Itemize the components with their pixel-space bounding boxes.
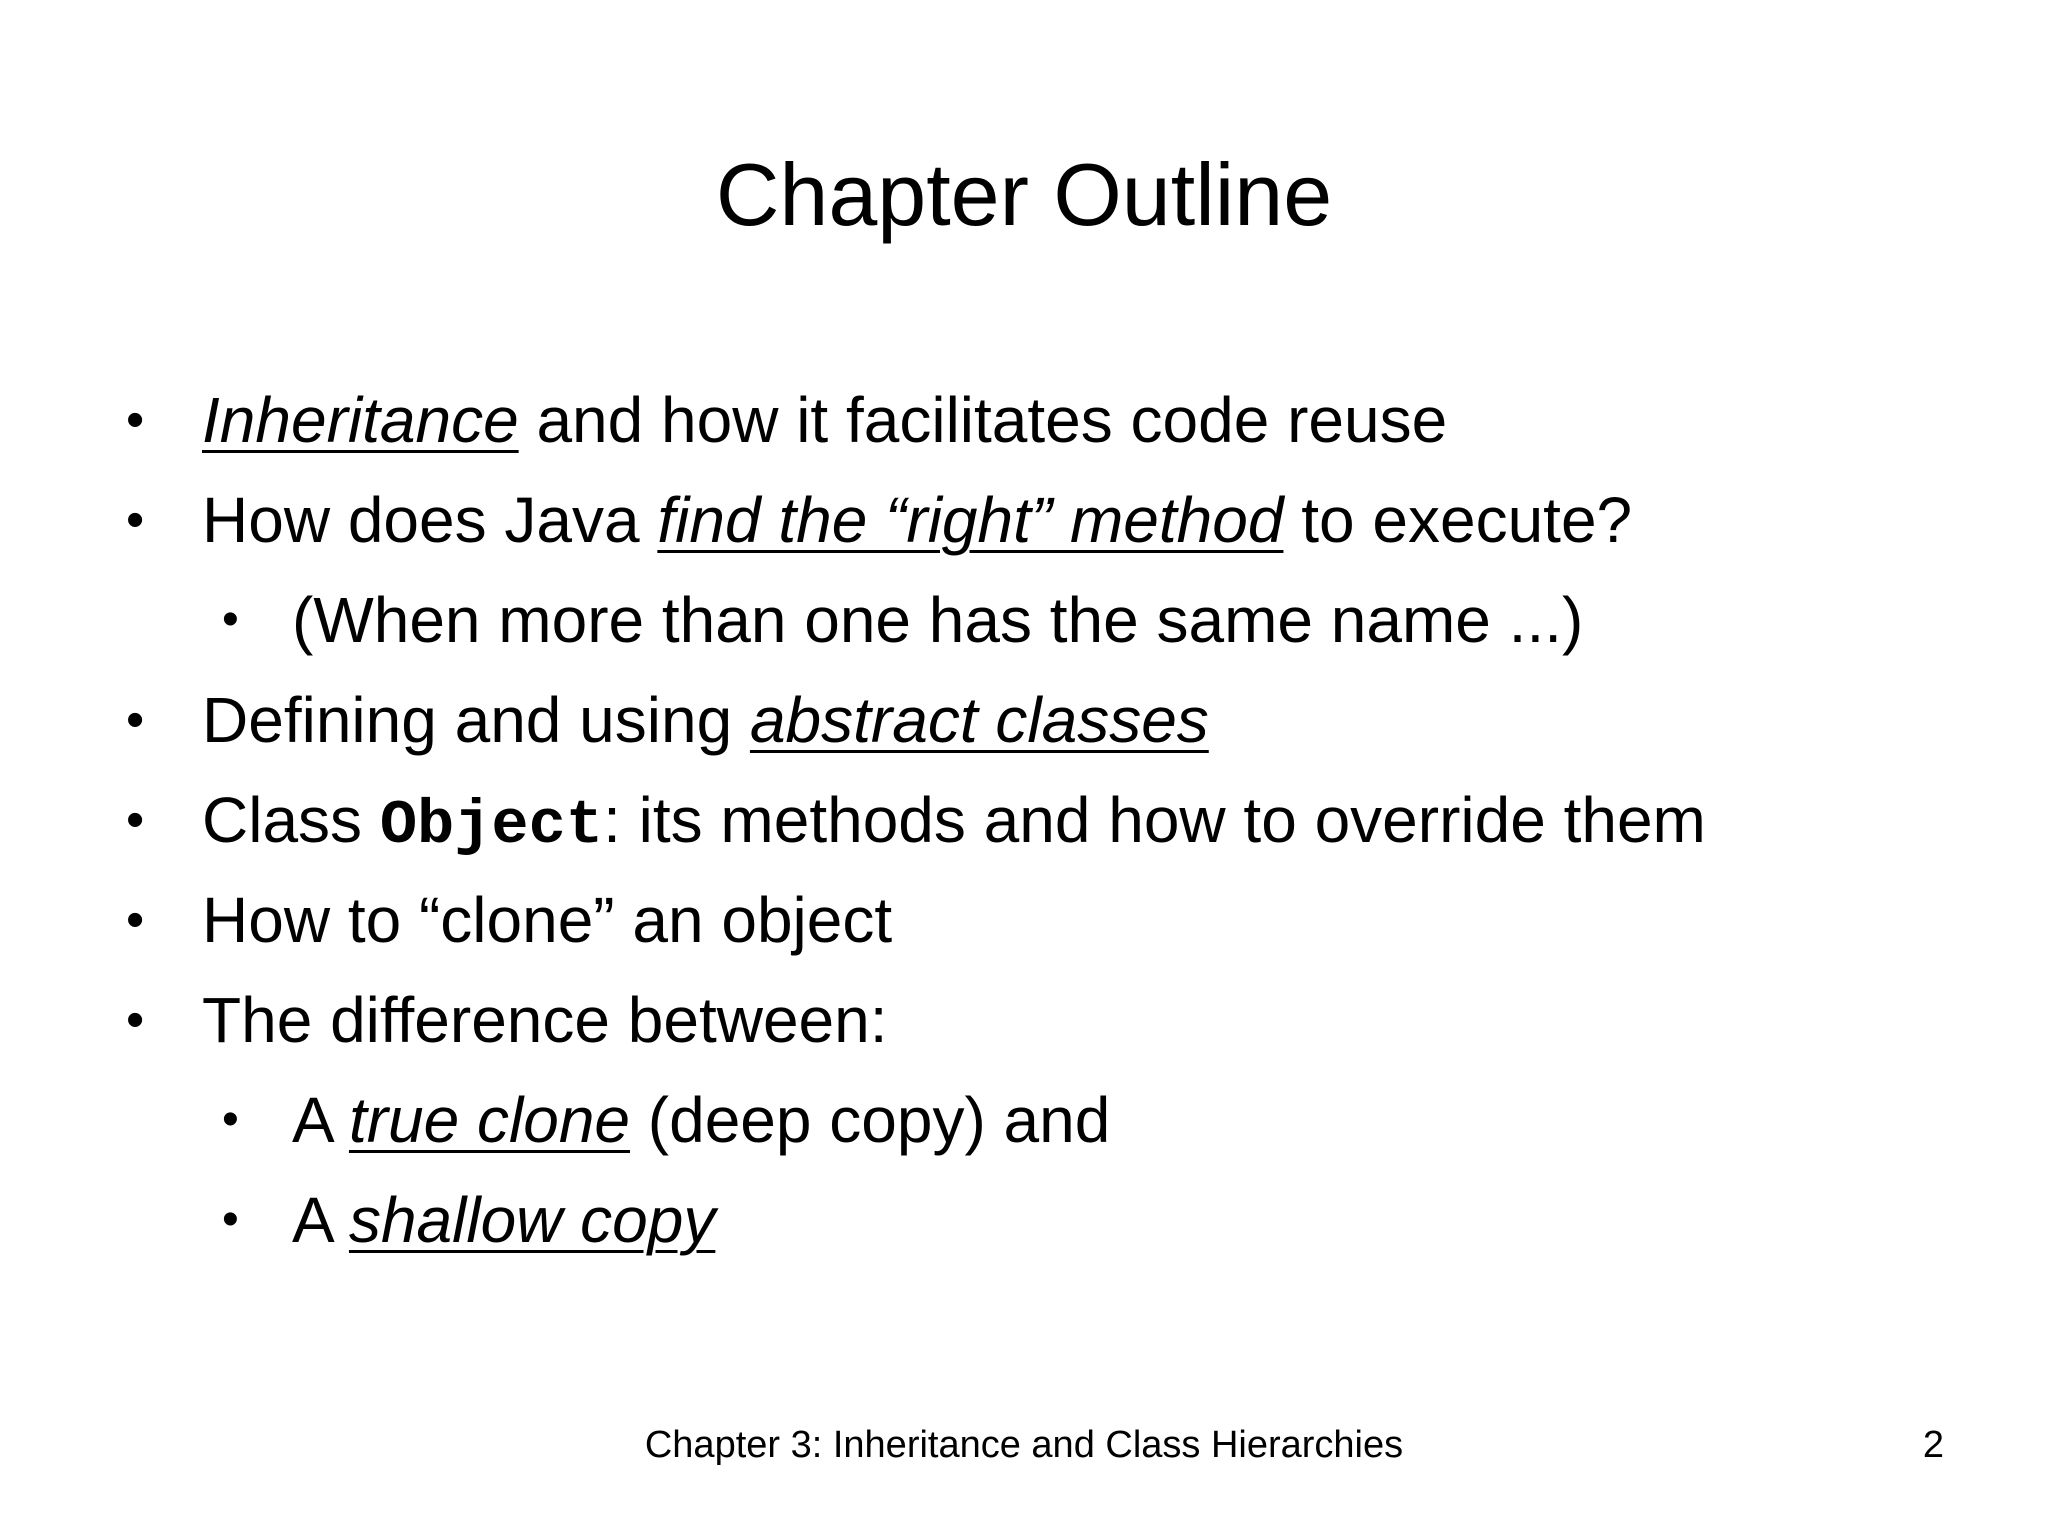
sub-bullet-item [0, 1070, 2048, 1170]
bullet-text [202, 470, 1632, 570]
bullet-text [202, 770, 1706, 876]
bullet-text-part: Defining and using [202, 684, 750, 756]
bullet-item [0, 870, 2048, 970]
bullet-text [202, 670, 1209, 770]
sub-bullet-item [0, 1170, 2048, 1270]
bullet-marker: • [222, 593, 239, 646]
bullet-text-part: A [292, 1084, 349, 1156]
footer-title: Chapter 3: Inheritance and Class Hierarchies [644, 1424, 1404, 1466]
emphasized-term: shallow copy [348, 1184, 716, 1256]
bullet-text-part: How does Java [202, 484, 658, 556]
bullet-text-part: and how it facilitates code reuse [518, 384, 1448, 456]
bullet-text-part: to execute? [1283, 484, 1633, 556]
emphasized-term: true clone [348, 1084, 630, 1156]
bullet-marker: • [126, 991, 145, 1049]
bullet-text [292, 1170, 715, 1270]
bullet-marker: • [222, 1093, 239, 1146]
bullet-item [0, 470, 2048, 570]
bullet-item [0, 670, 2048, 770]
bullet-text: How to “clone” an object [202, 884, 893, 956]
bullet-text-part: A [292, 1184, 349, 1256]
bullet-marker: • [126, 391, 145, 449]
code-term: Object [379, 790, 604, 861]
bullet-item [0, 970, 2048, 1070]
bullet-marker: • [126, 691, 145, 749]
bullet-marker: • [126, 791, 145, 849]
bullet-text: The difference between: [202, 984, 888, 1056]
bullet-marker: • [126, 891, 145, 949]
emphasized-term: find the “right” method [657, 484, 1284, 556]
bullet-marker: • [222, 1193, 239, 1246]
bullet-list [0, 370, 2048, 1270]
bullet-marker: • [126, 491, 145, 549]
bullet-text-part: : its methods and how to override them [603, 784, 1706, 856]
page-number: 2 [1922, 1424, 1944, 1466]
bullet-item [0, 770, 2048, 870]
bullet-text-part: Class [202, 784, 380, 856]
slide-footer [0, 1420, 2048, 1470]
bullet-text [202, 370, 1447, 470]
bullet-item [0, 370, 2048, 470]
sub-bullet-item [0, 570, 2048, 670]
slide-title: Chapter Outline [715, 145, 1333, 244]
emphasized-term: Inheritance [202, 384, 519, 456]
emphasized-term: abstract classes [749, 684, 1209, 756]
bullet-text-part: (deep copy) and [630, 1084, 1111, 1156]
bullet-text [292, 1070, 1110, 1170]
bullet-text: (When more than one has the same name ...) [292, 584, 1584, 656]
